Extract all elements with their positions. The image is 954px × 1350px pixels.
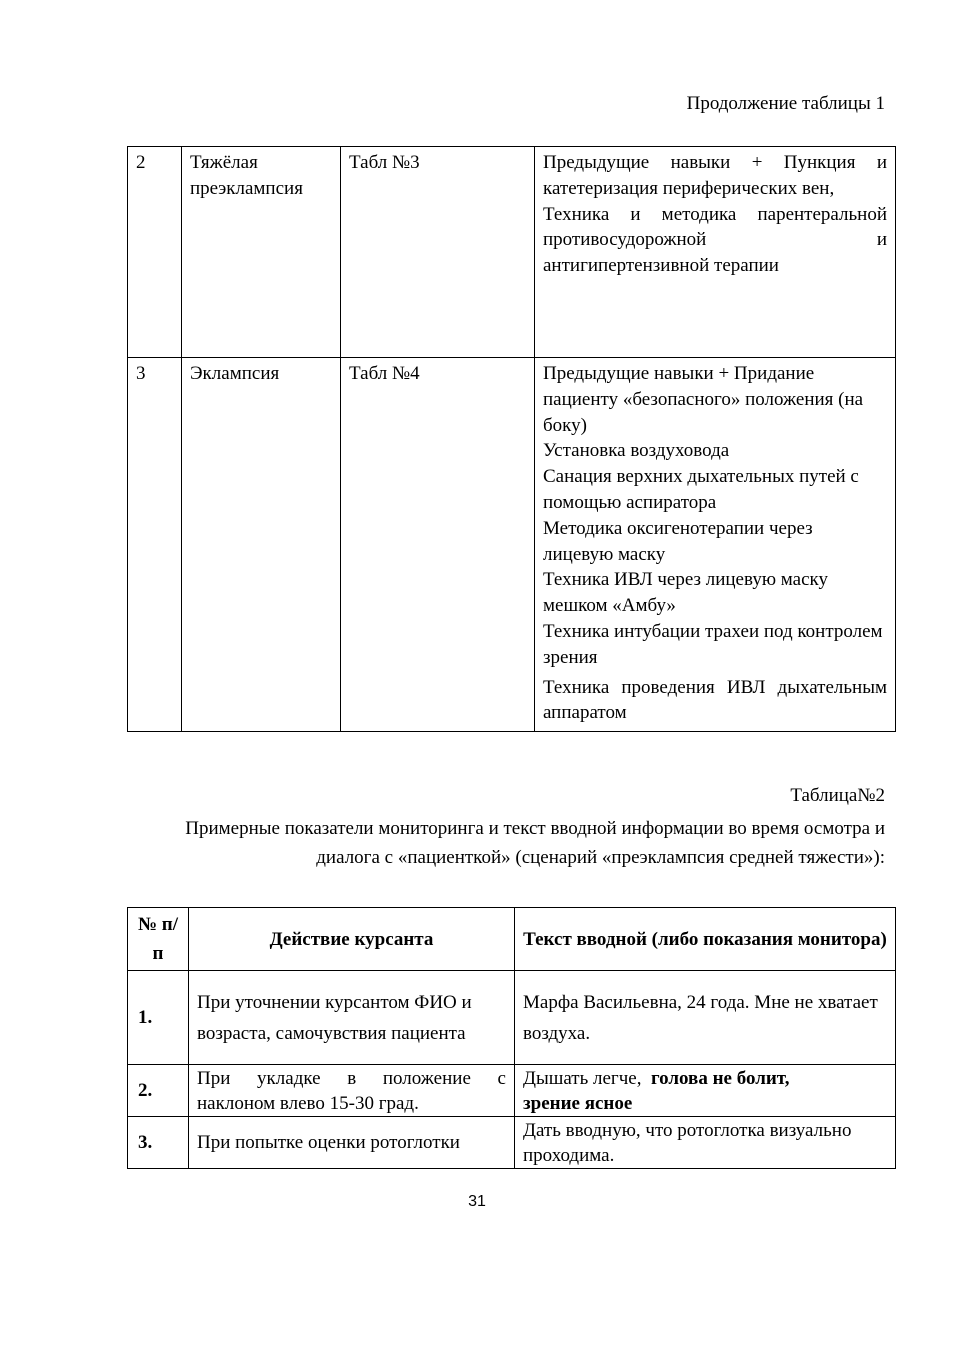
skills-cell	[535, 358, 896, 732]
table-row	[128, 147, 896, 358]
header-text: Текст вводной (либо показания монитора)	[515, 908, 896, 971]
action-cell: При уточнении курсантом ФИО и возраста, самочувствия пациента	[189, 971, 515, 1065]
skill-item: Техника и методика парентеральной противосудорожной и антигипертензивной терапии	[543, 203, 887, 277]
skill-item: Методика оксигенотерапии через лицевую маску	[543, 517, 813, 565]
header-num: № п/п	[128, 908, 189, 971]
skill-item: Санация верхних дыхательных путей с помощью аспиратора	[543, 466, 859, 513]
skills-table-continuation	[127, 146, 896, 732]
monitoring-table	[127, 907, 896, 1169]
row-number: 1.	[128, 971, 189, 1065]
skill-item: Предыдущие навыки + Пункция и катетеризация периферических вен,	[543, 152, 887, 199]
skills-cell	[535, 147, 896, 358]
table-row	[128, 1117, 896, 1169]
skill-item: Предыдущие навыки + Придание пациенту «безопасного» положения (на боку)	[543, 363, 864, 436]
action-line: наклоном влево 15-30 град.	[197, 1092, 419, 1114]
intro-text-bold: голова не болит,	[650, 1067, 790, 1089]
row-number: 2.	[128, 1065, 189, 1117]
skill-item: Техника интубации трахеи под контролем зрения	[543, 620, 883, 668]
intro-text-cell: Дать вводную, что ротоглотка визуально проходима.	[515, 1117, 896, 1169]
skill-item: Техника проведения ИВЛ дыхательным аппаратом	[543, 676, 887, 724]
row-number: 3	[128, 358, 182, 732]
table2-number: Таблица№2	[790, 785, 885, 806]
continuation-label: Продолжение таблицы 1	[686, 93, 885, 114]
action-cell: При попытке оценки ротоглотки	[189, 1117, 515, 1169]
skill-item: Техника ИВЛ через лицевую маску мешком «Амбу»	[543, 569, 828, 617]
action-cell	[189, 1065, 515, 1117]
header-action: Действие курсанта	[189, 908, 515, 971]
table-ref-cell: Табл №3	[341, 147, 535, 358]
table-header-row	[128, 908, 896, 971]
intro-text-cell	[515, 1065, 896, 1117]
table-row	[128, 358, 896, 732]
row-number: 3.	[128, 1117, 189, 1169]
skill-item: Установка воздуховода	[543, 440, 730, 462]
intro-text-plain: Дышать легче,	[523, 1067, 642, 1089]
condition-cell: Эклампсия	[182, 358, 341, 732]
intro-text-cell: Марфа Васильевна, 24 года. Мне не хватает воздуха.	[515, 971, 896, 1065]
intro-text-bold: зрение ясное	[523, 1092, 633, 1114]
action-line: При укладке в положение с	[197, 1067, 506, 1089]
condition-cell: Тяжёлая преэклампсия	[182, 147, 341, 358]
table-ref-cell: Табл №4	[341, 358, 535, 732]
table2-caption: Примерные показатели мониторинга и текст вводной информации во время осмотра и диалога с «пациенткой» (сценарий «преэклампсия средней тяжести»):	[185, 818, 885, 868]
table-row	[128, 971, 896, 1065]
page-number: 31	[468, 1193, 486, 1210]
row-number: 2	[128, 147, 182, 358]
table-row	[128, 1065, 896, 1117]
